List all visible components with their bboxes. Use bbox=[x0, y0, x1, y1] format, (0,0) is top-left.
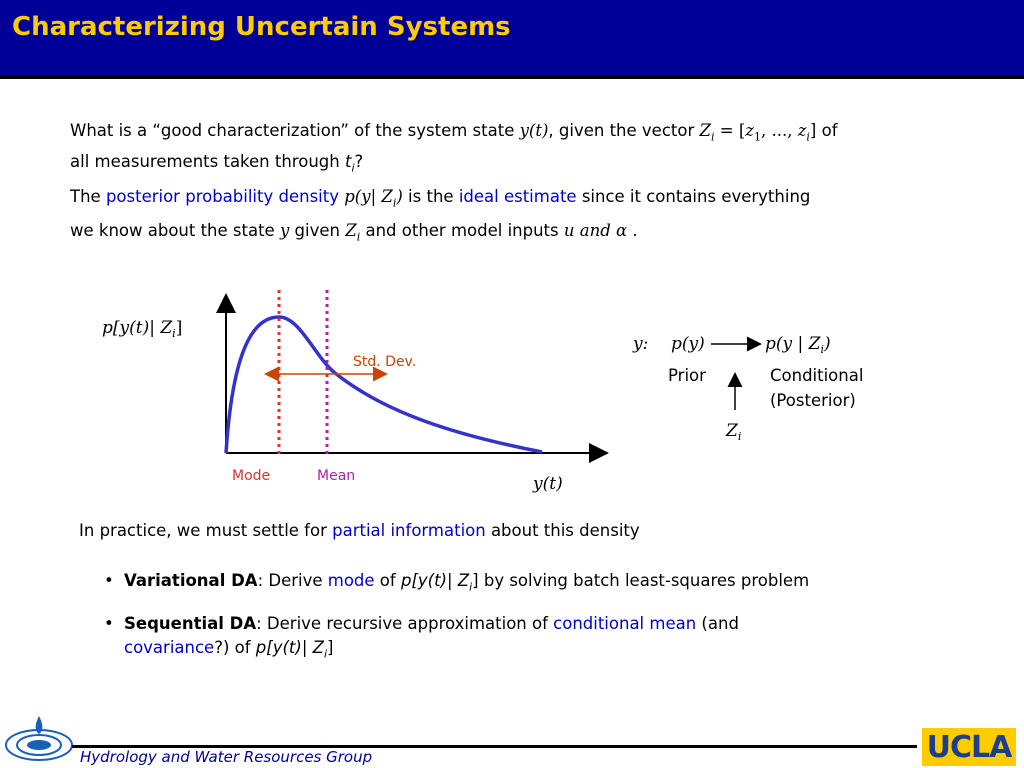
ucla-logo bbox=[922, 728, 1016, 766]
bullet-text: ?) of bbox=[214, 638, 256, 658]
density-curve bbox=[226, 317, 542, 453]
std-dev-label: Std. Dev. bbox=[353, 354, 417, 370]
bullet-dot: • bbox=[104, 614, 114, 634]
chart-ylabel bbox=[102, 318, 182, 340]
header-rule bbox=[0, 75, 1024, 79]
measurement-z: Z bbox=[726, 421, 738, 441]
zi-symbol: z bbox=[797, 121, 807, 140]
measurement-subscript: i bbox=[737, 430, 742, 443]
posterior-text: given bbox=[289, 221, 346, 241]
posterior-label: (Posterior) bbox=[770, 391, 856, 410]
posterior-expr-text: p(y | Z bbox=[765, 334, 821, 354]
bullet-text: (and bbox=[696, 614, 739, 634]
density-expr-sub: i bbox=[469, 580, 473, 594]
z-symbol: Z bbox=[699, 121, 711, 140]
posterior-paragraph bbox=[70, 183, 990, 252]
z-symbol: Z bbox=[345, 221, 357, 241]
posterior-text: and other model inputs bbox=[360, 221, 564, 241]
posterior-expr-end: ) bbox=[396, 187, 403, 206]
bullet-text: : Derive recursive approximation of bbox=[256, 614, 554, 634]
water-drop-logo bbox=[4, 712, 74, 766]
z1-subscript: 1 bbox=[753, 130, 761, 144]
bullet-text: : Derive bbox=[257, 571, 328, 590]
bullet-variational bbox=[104, 569, 1004, 599]
posterior-expr-subscript: i bbox=[820, 343, 824, 356]
intro-text: , given the vector bbox=[548, 121, 700, 140]
intro-text: ] of bbox=[809, 121, 838, 140]
density-expr: p[y(t)| Z bbox=[400, 571, 470, 590]
ylabel-end: ] bbox=[175, 318, 183, 338]
practice-text: In practice, we must settle for bbox=[79, 521, 333, 540]
posterior-term: posterior probability density bbox=[105, 187, 339, 206]
bullet-text: ] bbox=[327, 638, 334, 658]
practice-statement bbox=[79, 518, 640, 543]
prior-label: Prior bbox=[668, 366, 706, 385]
conditional-mean-term: conditional mean bbox=[553, 614, 697, 634]
ideal-estimate-term: ideal estimate bbox=[458, 187, 577, 206]
mode-term: mode bbox=[327, 571, 375, 590]
sequential-title: Sequential DA bbox=[124, 614, 257, 634]
inputs-symbol: u and bbox=[563, 221, 611, 241]
posterior-text: . bbox=[627, 221, 638, 241]
alpha-symbol: α bbox=[610, 221, 628, 241]
posterior-text: is the bbox=[402, 187, 459, 206]
intro-text: , ..., bbox=[760, 121, 798, 140]
posterior-text: we know about the state bbox=[70, 221, 280, 241]
intro-text: ? bbox=[354, 152, 364, 172]
page-title: Characterizing Uncertain Systems bbox=[12, 12, 511, 42]
posterior-expr-sub: i bbox=[392, 196, 397, 210]
bullet-text: of bbox=[374, 571, 401, 590]
posterior-text: since it contains everything bbox=[576, 187, 811, 206]
conditional-label: Conditional bbox=[770, 366, 864, 385]
variational-title: Variational DA bbox=[124, 571, 258, 590]
posterior-expression bbox=[765, 334, 831, 356]
mean-label: Mean bbox=[317, 468, 356, 484]
covariance-term: covariance bbox=[124, 638, 215, 658]
z-subscript: i bbox=[356, 230, 361, 244]
flow-y-label: y: bbox=[633, 334, 649, 354]
footer-group-name: Hydrology and Water Resources Group bbox=[80, 748, 373, 766]
density-expr: p[y(t)| Z bbox=[255, 638, 324, 658]
bayes-flow-diagram bbox=[625, 325, 925, 450]
density-diagram bbox=[95, 285, 615, 500]
density-expr-sub: i bbox=[323, 647, 327, 661]
intro-text: all measurements taken through bbox=[70, 152, 345, 172]
ylabel-text: p[y(t)| Z bbox=[102, 318, 173, 338]
bullet-sequential bbox=[104, 612, 1004, 666]
zi-subscript: i bbox=[806, 130, 810, 144]
intro-text: = [ bbox=[714, 121, 746, 140]
practice-text: about this density bbox=[485, 521, 640, 540]
t-symbol: t bbox=[344, 152, 352, 172]
z1-symbol: z bbox=[745, 121, 754, 140]
ylabel-subscript: i bbox=[172, 327, 176, 340]
intro-question bbox=[70, 118, 990, 181]
partial-information-term: partial information bbox=[332, 521, 486, 540]
chart-xlabel: y(t) bbox=[533, 474, 563, 494]
posterior-expr-end: ) bbox=[824, 334, 831, 354]
z-subscript: i bbox=[710, 130, 715, 144]
t-subscript: i bbox=[351, 161, 355, 175]
mode-label: Mode bbox=[232, 468, 271, 484]
posterior-expr: p(y| Z bbox=[339, 187, 393, 206]
state-symbol: y(t) bbox=[519, 121, 549, 140]
measurement-label bbox=[725, 421, 741, 443]
ucla-logo-text: UCLA bbox=[926, 729, 1012, 765]
bullet-text: ] by solving batch least-squares problem bbox=[472, 571, 810, 590]
intro-text: What is a “good characterization” of the system state bbox=[70, 121, 520, 140]
posterior-text: The bbox=[70, 187, 106, 206]
prior-expression: p(y) bbox=[671, 334, 705, 354]
bullet-list bbox=[104, 569, 1004, 667]
bullet-dot: • bbox=[104, 571, 114, 590]
y-symbol: y bbox=[279, 221, 290, 241]
